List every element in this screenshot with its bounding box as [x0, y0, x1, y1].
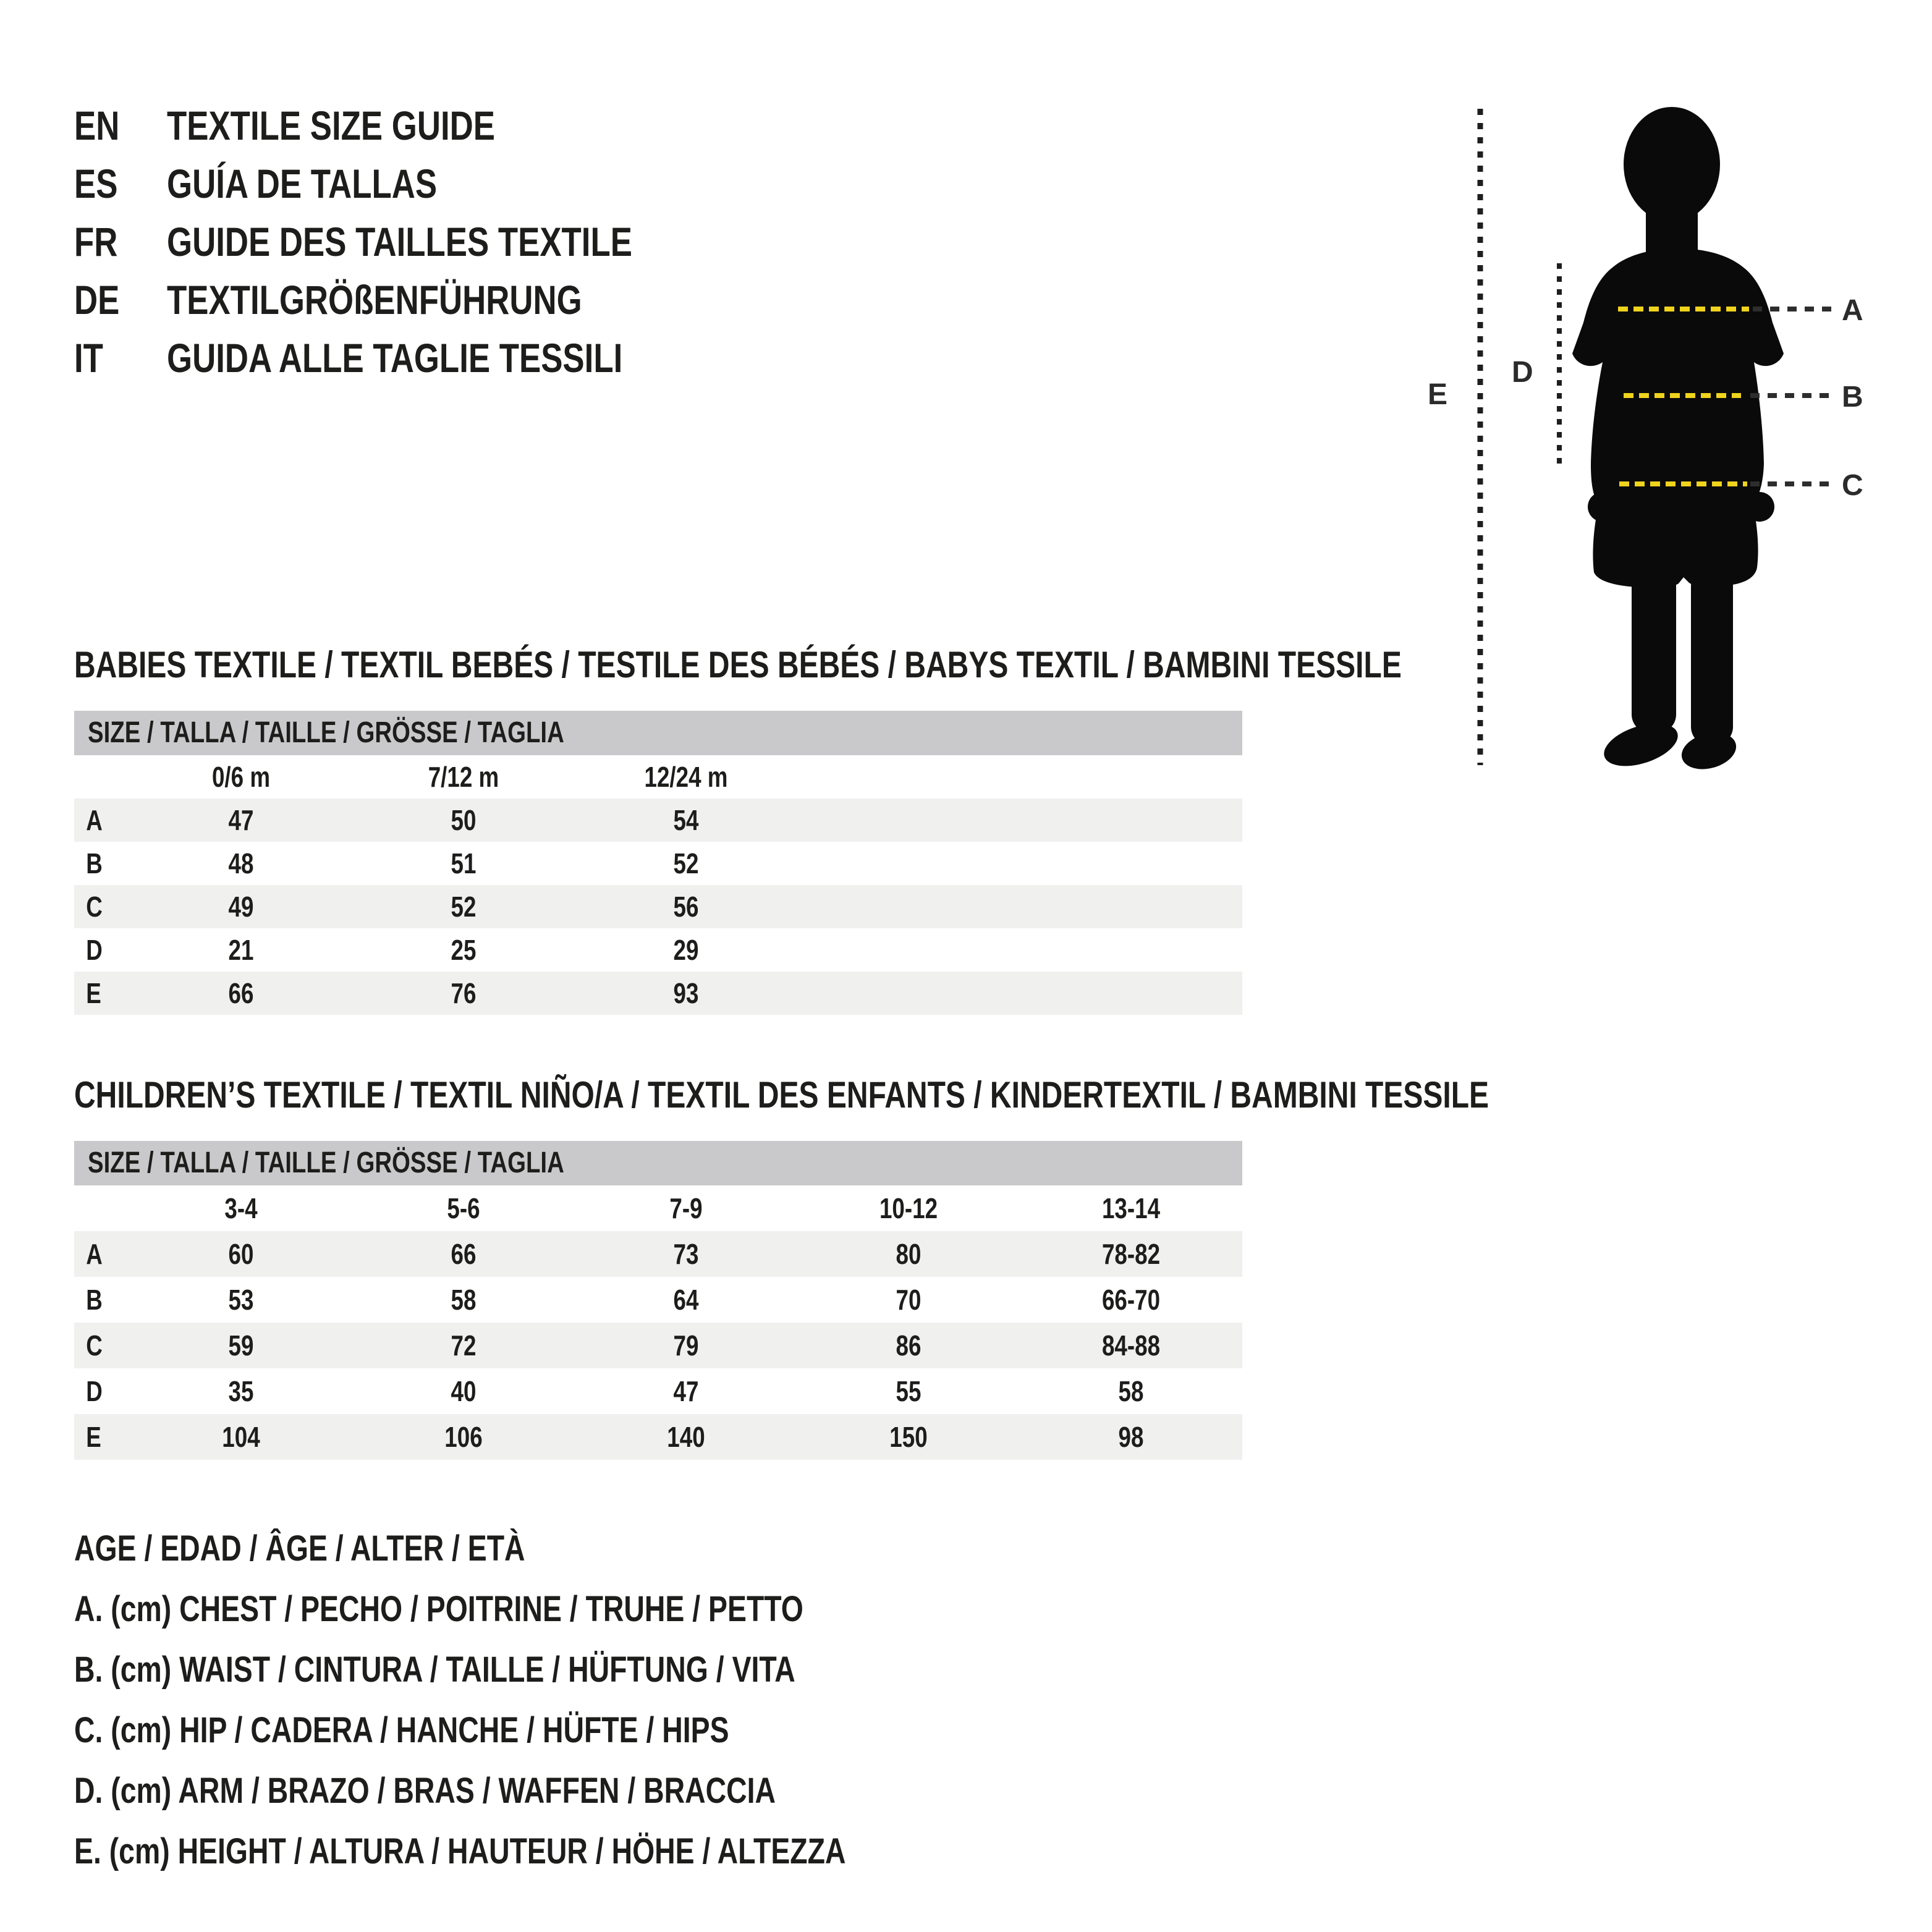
- size-value: 49: [228, 891, 254, 923]
- language-title-list: [74, 96, 748, 387]
- measure-label-e: E: [1428, 378, 1448, 411]
- legend-line-height: [74, 1821, 1039, 1882]
- table-row-c: [74, 1323, 1242, 1368]
- size-value: 140: [667, 1421, 705, 1453]
- table-row-e: [74, 1414, 1242, 1460]
- size-value: 76: [451, 977, 477, 1009]
- legend-text: A. (cm) CHEST / PECHO / POITRINE / TRUHE / PETTO: [74, 1589, 803, 1629]
- legend-line-hip: [74, 1700, 1039, 1761]
- column-header: 10-12: [879, 1192, 938, 1224]
- children-size-header-bar: [74, 1141, 1242, 1185]
- language-row-es: [74, 155, 748, 213]
- guide-title: GUIDA ALLE TAGLIE TESSILI: [167, 335, 623, 381]
- size-value: 56: [673, 891, 699, 923]
- column-header: 7-9: [669, 1192, 703, 1224]
- table-row-d: [74, 928, 1242, 972]
- column-header: 12/24 m: [644, 761, 728, 793]
- legend-line-age: [74, 1519, 1039, 1579]
- size-value: 84-88: [1101, 1329, 1161, 1362]
- size-value: 104: [222, 1421, 260, 1453]
- size-value: 40: [451, 1375, 477, 1407]
- row-label: D: [86, 934, 103, 966]
- size-value: 51: [451, 847, 477, 879]
- legend-text: C. (cm) HIP / CADERA / HANCHE / HÜFTE / HIPS: [74, 1710, 729, 1750]
- size-value: 60: [228, 1238, 254, 1270]
- size-value: 98: [1118, 1421, 1144, 1453]
- size-value: 70: [896, 1284, 922, 1316]
- measure-label-c: C: [1842, 469, 1863, 502]
- column-header: 13-14: [1101, 1192, 1161, 1224]
- legend-text: E. (cm) HEIGHT / ALTURA / HAUTEUR / HÖHE / ALTEZZA: [74, 1831, 846, 1871]
- size-value: 55: [896, 1375, 922, 1407]
- row-label: E: [86, 1421, 101, 1453]
- size-value: 47: [673, 1375, 699, 1407]
- size-value: 106: [444, 1421, 483, 1453]
- size-value: 58: [1118, 1375, 1144, 1407]
- row-label: B: [86, 1284, 103, 1316]
- children-column-header-row: [74, 1185, 1242, 1231]
- row-label: B: [86, 847, 103, 879]
- size-value: 73: [673, 1238, 699, 1270]
- measure-label-d: D: [1512, 356, 1533, 389]
- table-row-a: [74, 799, 1242, 842]
- size-value: 48: [228, 847, 254, 879]
- language-row-it: [74, 329, 748, 387]
- row-label: C: [86, 1329, 103, 1362]
- row-label: A: [86, 804, 103, 836]
- size-value: 21: [228, 934, 254, 966]
- column-header: 3-4: [224, 1192, 258, 1224]
- size-value: 52: [673, 847, 699, 879]
- measure-label-a: A: [1842, 294, 1863, 327]
- size-header-text: SIZE / TALLA / TAILLE / GRÖSSE / TAGLIA: [88, 716, 564, 749]
- size-value: 79: [673, 1329, 699, 1362]
- language-code: ES: [74, 161, 118, 206]
- guide-title: TEXTILGRÖßENFÜHRUNG: [167, 277, 582, 323]
- babies-section-title: [74, 643, 1734, 687]
- size-value: 58: [451, 1284, 477, 1316]
- legend-text: AGE / EDAD / ÂGE / ALTER / ETÀ: [74, 1528, 525, 1569]
- language-code: FR: [74, 219, 118, 265]
- legend-line-waist: [74, 1640, 1039, 1700]
- size-value: 50: [451, 804, 477, 836]
- size-value: 59: [228, 1329, 254, 1362]
- size-value: 86: [896, 1329, 922, 1362]
- size-value: 52: [451, 891, 477, 923]
- children-section-title-text: CHILDREN’S TEXTILE / TEXTIL NIÑO/A / TEXTIL DES ENFANTS / KINDERTEXTIL / BAMBINI TESSILE: [74, 1074, 1489, 1116]
- babies-section-title-text: BABIES TEXTILE / TEXTIL BEBÉS / TESTILE DES BÉBÉS / BABYS TEXTIL / BAMBINI TESSILE: [74, 644, 1402, 685]
- column-header: 0/6 m: [211, 761, 271, 793]
- column-header: 7/12 m: [428, 761, 499, 793]
- column-header: 5-6: [447, 1192, 480, 1224]
- size-value: 66: [228, 977, 254, 1009]
- babies-size-table: [74, 711, 1242, 1015]
- size-value: 47: [228, 804, 254, 836]
- measure-label-b: B: [1842, 381, 1863, 413]
- children-section-title: [74, 1073, 1842, 1117]
- size-value: 53: [228, 1284, 254, 1316]
- legend-line-arm: [74, 1761, 1039, 1821]
- language-row-fr: [74, 213, 748, 271]
- size-value: 66-70: [1101, 1284, 1161, 1316]
- column-header-spacer: [74, 1185, 119, 1231]
- babies-size-header-bar: [74, 711, 1242, 755]
- size-header-text: SIZE / TALLA / TAILLE / GRÖSSE / TAGLIA: [88, 1146, 564, 1179]
- guide-title: TEXTILE SIZE GUIDE: [167, 103, 495, 148]
- legend-line-chest: [74, 1579, 1039, 1640]
- size-value: 66: [451, 1238, 477, 1270]
- table-row-b: [74, 842, 1242, 885]
- table-row-d: [74, 1368, 1242, 1414]
- babies-column-header-row: [74, 755, 1242, 799]
- language-code: IT: [74, 335, 103, 381]
- guide-title: GUÍA DE TALLAS: [167, 161, 438, 206]
- row-label: A: [86, 1238, 103, 1270]
- size-value: 25: [451, 934, 477, 966]
- row-label: C: [86, 891, 103, 923]
- legend-text: B. (cm) WAIST / CINTURA / TAILLE / HÜFTUNG / VITA: [74, 1650, 795, 1690]
- size-value: 150: [889, 1421, 928, 1453]
- size-value: 35: [228, 1375, 254, 1407]
- legend-text: D. (cm) ARM / BRAZO / BRAS / WAFFEN / BRACCIA: [74, 1771, 776, 1811]
- language-code: EN: [74, 103, 120, 148]
- table-row-c: [74, 885, 1242, 928]
- size-value: 93: [673, 977, 699, 1009]
- column-header-spacer: [74, 755, 119, 799]
- row-label: D: [86, 1375, 103, 1407]
- size-value: 72: [451, 1329, 477, 1362]
- language-code: DE: [74, 277, 120, 323]
- language-row-en: [74, 96, 748, 155]
- size-value: 64: [673, 1284, 699, 1316]
- table-row-a: [74, 1231, 1242, 1277]
- measurement-legend: [74, 1519, 1039, 1882]
- table-row-b: [74, 1277, 1242, 1323]
- language-row-de: [74, 271, 748, 329]
- table-row-e: [74, 972, 1242, 1015]
- size-value: 80: [896, 1238, 922, 1270]
- guide-title: GUIDE DES TAILLES TEXTILE: [167, 219, 632, 265]
- size-value: 54: [673, 804, 699, 836]
- children-size-table: [74, 1141, 1242, 1460]
- size-value: 29: [673, 934, 699, 966]
- row-label: E: [86, 977, 101, 1009]
- size-measurement-figure: [1409, 74, 1932, 816]
- size-value: 78-82: [1101, 1238, 1161, 1270]
